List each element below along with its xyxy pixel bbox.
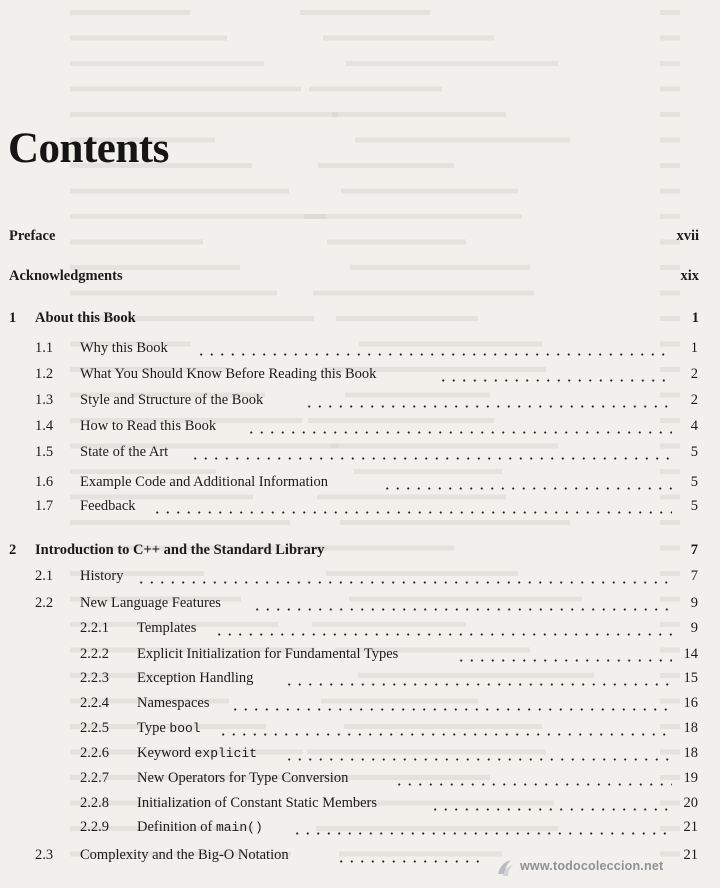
toc-section-1-2[interactable] — [0, 366, 720, 388]
toc-section-number: 1.3 — [35, 392, 54, 408]
toc-subsection-title — [137, 720, 201, 737]
watermark-logo-icon — [494, 856, 516, 878]
toc-section-number: 2.1 — [35, 568, 54, 584]
show-through-smudge — [660, 36, 680, 41]
watermark-text: www.todocoleccion.net — [520, 859, 664, 873]
show-through-smudge — [660, 163, 680, 168]
toc-subsection-page: 14 — [683, 646, 698, 662]
toc-section-1-7[interactable] — [0, 498, 720, 520]
toc-subsection-number: 2.2.9 — [80, 819, 109, 835]
toc-section-number: 1.2 — [35, 366, 54, 382]
toc-section-page: 4 — [690, 418, 698, 434]
show-through-smudge — [300, 10, 430, 15]
toc-section-number: 1.5 — [35, 444, 54, 460]
toc-section-page: 2 — [690, 366, 698, 382]
toc-section-page: 5 — [690, 444, 698, 460]
show-through-smudge — [70, 112, 338, 117]
toc-chapter-page: 7 — [690, 542, 698, 558]
toc-subsection-title — [137, 819, 263, 836]
title-text: Type — [137, 720, 170, 736]
toc-subsection-2-2-4[interactable] — [0, 695, 720, 717]
toc-subsection-number: 2.2.6 — [80, 745, 109, 761]
toc-section-number: 1.4 — [35, 418, 54, 434]
dot-leader — [284, 683, 672, 686]
dot-leader — [230, 708, 672, 711]
dot-leader — [196, 353, 672, 356]
toc-subsection-2-2-7[interactable] — [0, 770, 720, 792]
toc-section-page: 9 — [690, 595, 698, 611]
show-through-smudge — [340, 520, 570, 525]
dot-leader — [252, 608, 672, 611]
title-code: bool — [169, 721, 201, 736]
toc-section-title: How to Read this Book — [80, 418, 217, 434]
toc-subsection-title: New Operators for Type Conversion — [137, 770, 349, 786]
toc-chapter-title: Introduction to C++ and the Standard Library — [35, 542, 325, 558]
show-through-smudge — [660, 214, 680, 219]
toc-subsection-number: 2.2.2 — [80, 646, 109, 662]
toc-subsection-2-2-2[interactable] — [0, 646, 720, 668]
toc-subsection-page: 18 — [683, 720, 698, 736]
toc-subsection-number: 2.2.7 — [80, 770, 109, 786]
show-through-smudge — [660, 520, 680, 525]
show-through-smudge — [660, 87, 680, 92]
show-through-smudge — [313, 291, 534, 296]
dot-leader — [292, 832, 672, 835]
toc-section-page: 2 — [690, 392, 698, 408]
toc-section-number: 1.6 — [35, 474, 54, 490]
toc-entry-label: Acknowledgments — [9, 268, 123, 284]
toc-section-1-5[interactable] — [0, 444, 720, 466]
dot-leader — [152, 511, 672, 514]
toc-section-page: 5 — [690, 498, 698, 514]
title-code: main() — [215, 820, 263, 835]
toc-section-title: Example Code and Additional Information — [80, 474, 329, 490]
toc-subsection-number: 2.2.1 — [80, 620, 109, 636]
toc-subsection-2-2-9[interactable] — [0, 819, 720, 841]
page-title: Contents — [8, 125, 169, 172]
toc-section-title: Complexity and the Big-O Notation — [80, 847, 289, 863]
dot-leader — [394, 783, 672, 786]
toc-section-1-4[interactable] — [0, 418, 720, 440]
toc-section-page: 21 — [683, 847, 698, 863]
toc-section-title: State of the Art — [80, 444, 169, 460]
title-text: Definition of — [137, 819, 216, 835]
show-through-smudge — [309, 87, 442, 92]
toc-subsection-page: 21 — [683, 819, 698, 835]
show-through-smudge — [70, 61, 264, 66]
toc-section-title: New Language Features — [80, 595, 221, 611]
watermark — [494, 856, 714, 880]
show-through-smudge — [70, 520, 290, 525]
toc-subsection-page: 16 — [683, 695, 698, 711]
toc-chapter-number: 1 — [9, 310, 17, 326]
toc-subsection-page: 18 — [683, 745, 698, 761]
toc-section-number: 1.1 — [35, 340, 54, 356]
toc-subsection-title: Initialization of Constant Static Members — [137, 795, 378, 811]
dot-leader — [438, 379, 672, 382]
show-through-smudge — [70, 87, 301, 92]
toc-section-2-1[interactable] — [0, 568, 720, 590]
dot-leader — [214, 633, 672, 636]
show-through-smudge — [346, 61, 558, 66]
show-through-smudge — [660, 112, 680, 117]
toc-subsection-title: Exception Handling — [137, 670, 254, 686]
toc-entry-page: xix — [680, 268, 699, 284]
show-through-smudge — [70, 291, 277, 296]
show-through-smudge — [660, 138, 680, 143]
toc-entry-label: Preface — [9, 228, 56, 244]
toc-section-title: Feedback — [80, 498, 136, 514]
show-through-smudge — [70, 36, 227, 41]
toc-section-number: 2.3 — [35, 847, 54, 863]
dot-leader — [246, 431, 672, 434]
toc-subsection-title: Explicit Initialization for Fundamental Types — [137, 646, 399, 662]
dot-leader — [218, 733, 672, 736]
toc-section-title: Why this Book — [80, 340, 168, 356]
toc-section-2-2[interactable] — [0, 595, 720, 617]
toc-subsection-title: Namespaces — [137, 695, 210, 711]
toc-section-page: 5 — [690, 474, 698, 490]
show-through-smudge — [660, 189, 680, 194]
toc-chapter-title: About this Book — [35, 310, 136, 326]
toc-section-title: Style and Structure of the Book — [80, 392, 264, 408]
show-through-smudge — [660, 10, 680, 15]
show-through-smudge — [70, 189, 289, 194]
dot-leader — [190, 457, 672, 460]
toc-subsection-2-2-1[interactable] — [0, 620, 720, 642]
toc-subsection-number: 2.2.4 — [80, 695, 109, 711]
toc-subsection-number: 2.2.3 — [80, 670, 109, 686]
toc-section-number: 1.7 — [35, 498, 54, 514]
toc-subsection-2-2-8[interactable] — [0, 795, 720, 817]
toc-section-title: History — [80, 568, 124, 584]
toc-subsection-title: Templates — [137, 620, 197, 636]
toc-entry-page: xvii — [676, 228, 699, 244]
dot-leader — [456, 659, 672, 662]
toc-section-page: 1 — [690, 340, 698, 356]
toc-section-title: What You Should Know Before Reading this Book — [80, 366, 377, 382]
toc-chapter-number: 2 — [9, 542, 17, 558]
show-through-smudge — [355, 138, 570, 143]
toc-chapter-page: 1 — [691, 310, 699, 326]
dot-leader — [284, 758, 672, 761]
toc-subsection-page: 15 — [683, 670, 698, 686]
toc-subsection-page: 20 — [683, 795, 698, 811]
show-through-smudge — [70, 214, 326, 219]
show-through-smudge — [323, 36, 494, 41]
show-through-smudge — [304, 214, 522, 219]
show-through-smudge — [660, 61, 680, 66]
toc-chapter-1[interactable] — [0, 310, 720, 332]
show-through-smudge — [318, 163, 454, 168]
dot-leader — [136, 581, 672, 584]
toc-subsection-title — [137, 745, 257, 762]
toc-chapter-2[interactable] — [0, 542, 720, 564]
toc-section-1-3[interactable] — [0, 392, 720, 414]
title-code: explicit — [194, 746, 258, 761]
dot-leader — [430, 808, 672, 811]
show-through-smudge — [660, 291, 680, 296]
title-text: Keyword — [137, 745, 195, 761]
toc-subsection-number: 2.2.5 — [80, 720, 109, 736]
toc-section-number: 2.2 — [35, 595, 54, 611]
toc-section-1-1[interactable] — [0, 340, 720, 362]
show-through-smudge — [70, 10, 190, 15]
show-through-smudge — [332, 112, 506, 117]
toc-entry-preface[interactable] — [0, 228, 720, 250]
toc-subsection-number: 2.2.8 — [80, 795, 109, 811]
toc-subsection-page: 19 — [683, 770, 698, 786]
dot-leader — [382, 487, 672, 490]
toc-subsection-2-2-6[interactable] — [0, 745, 720, 767]
toc-entry-acknowledgments[interactable] — [0, 268, 720, 290]
show-through-smudge — [341, 189, 518, 194]
dot-leader — [304, 405, 672, 408]
toc-subsection-page: 9 — [690, 620, 698, 636]
toc-subsection-2-2-5[interactable] — [0, 720, 720, 742]
dot-leader — [336, 860, 486, 863]
toc-subsection-2-2-3[interactable] — [0, 670, 720, 692]
toc-section-page: 7 — [690, 568, 698, 584]
toc-section-1-6[interactable] — [0, 474, 720, 496]
